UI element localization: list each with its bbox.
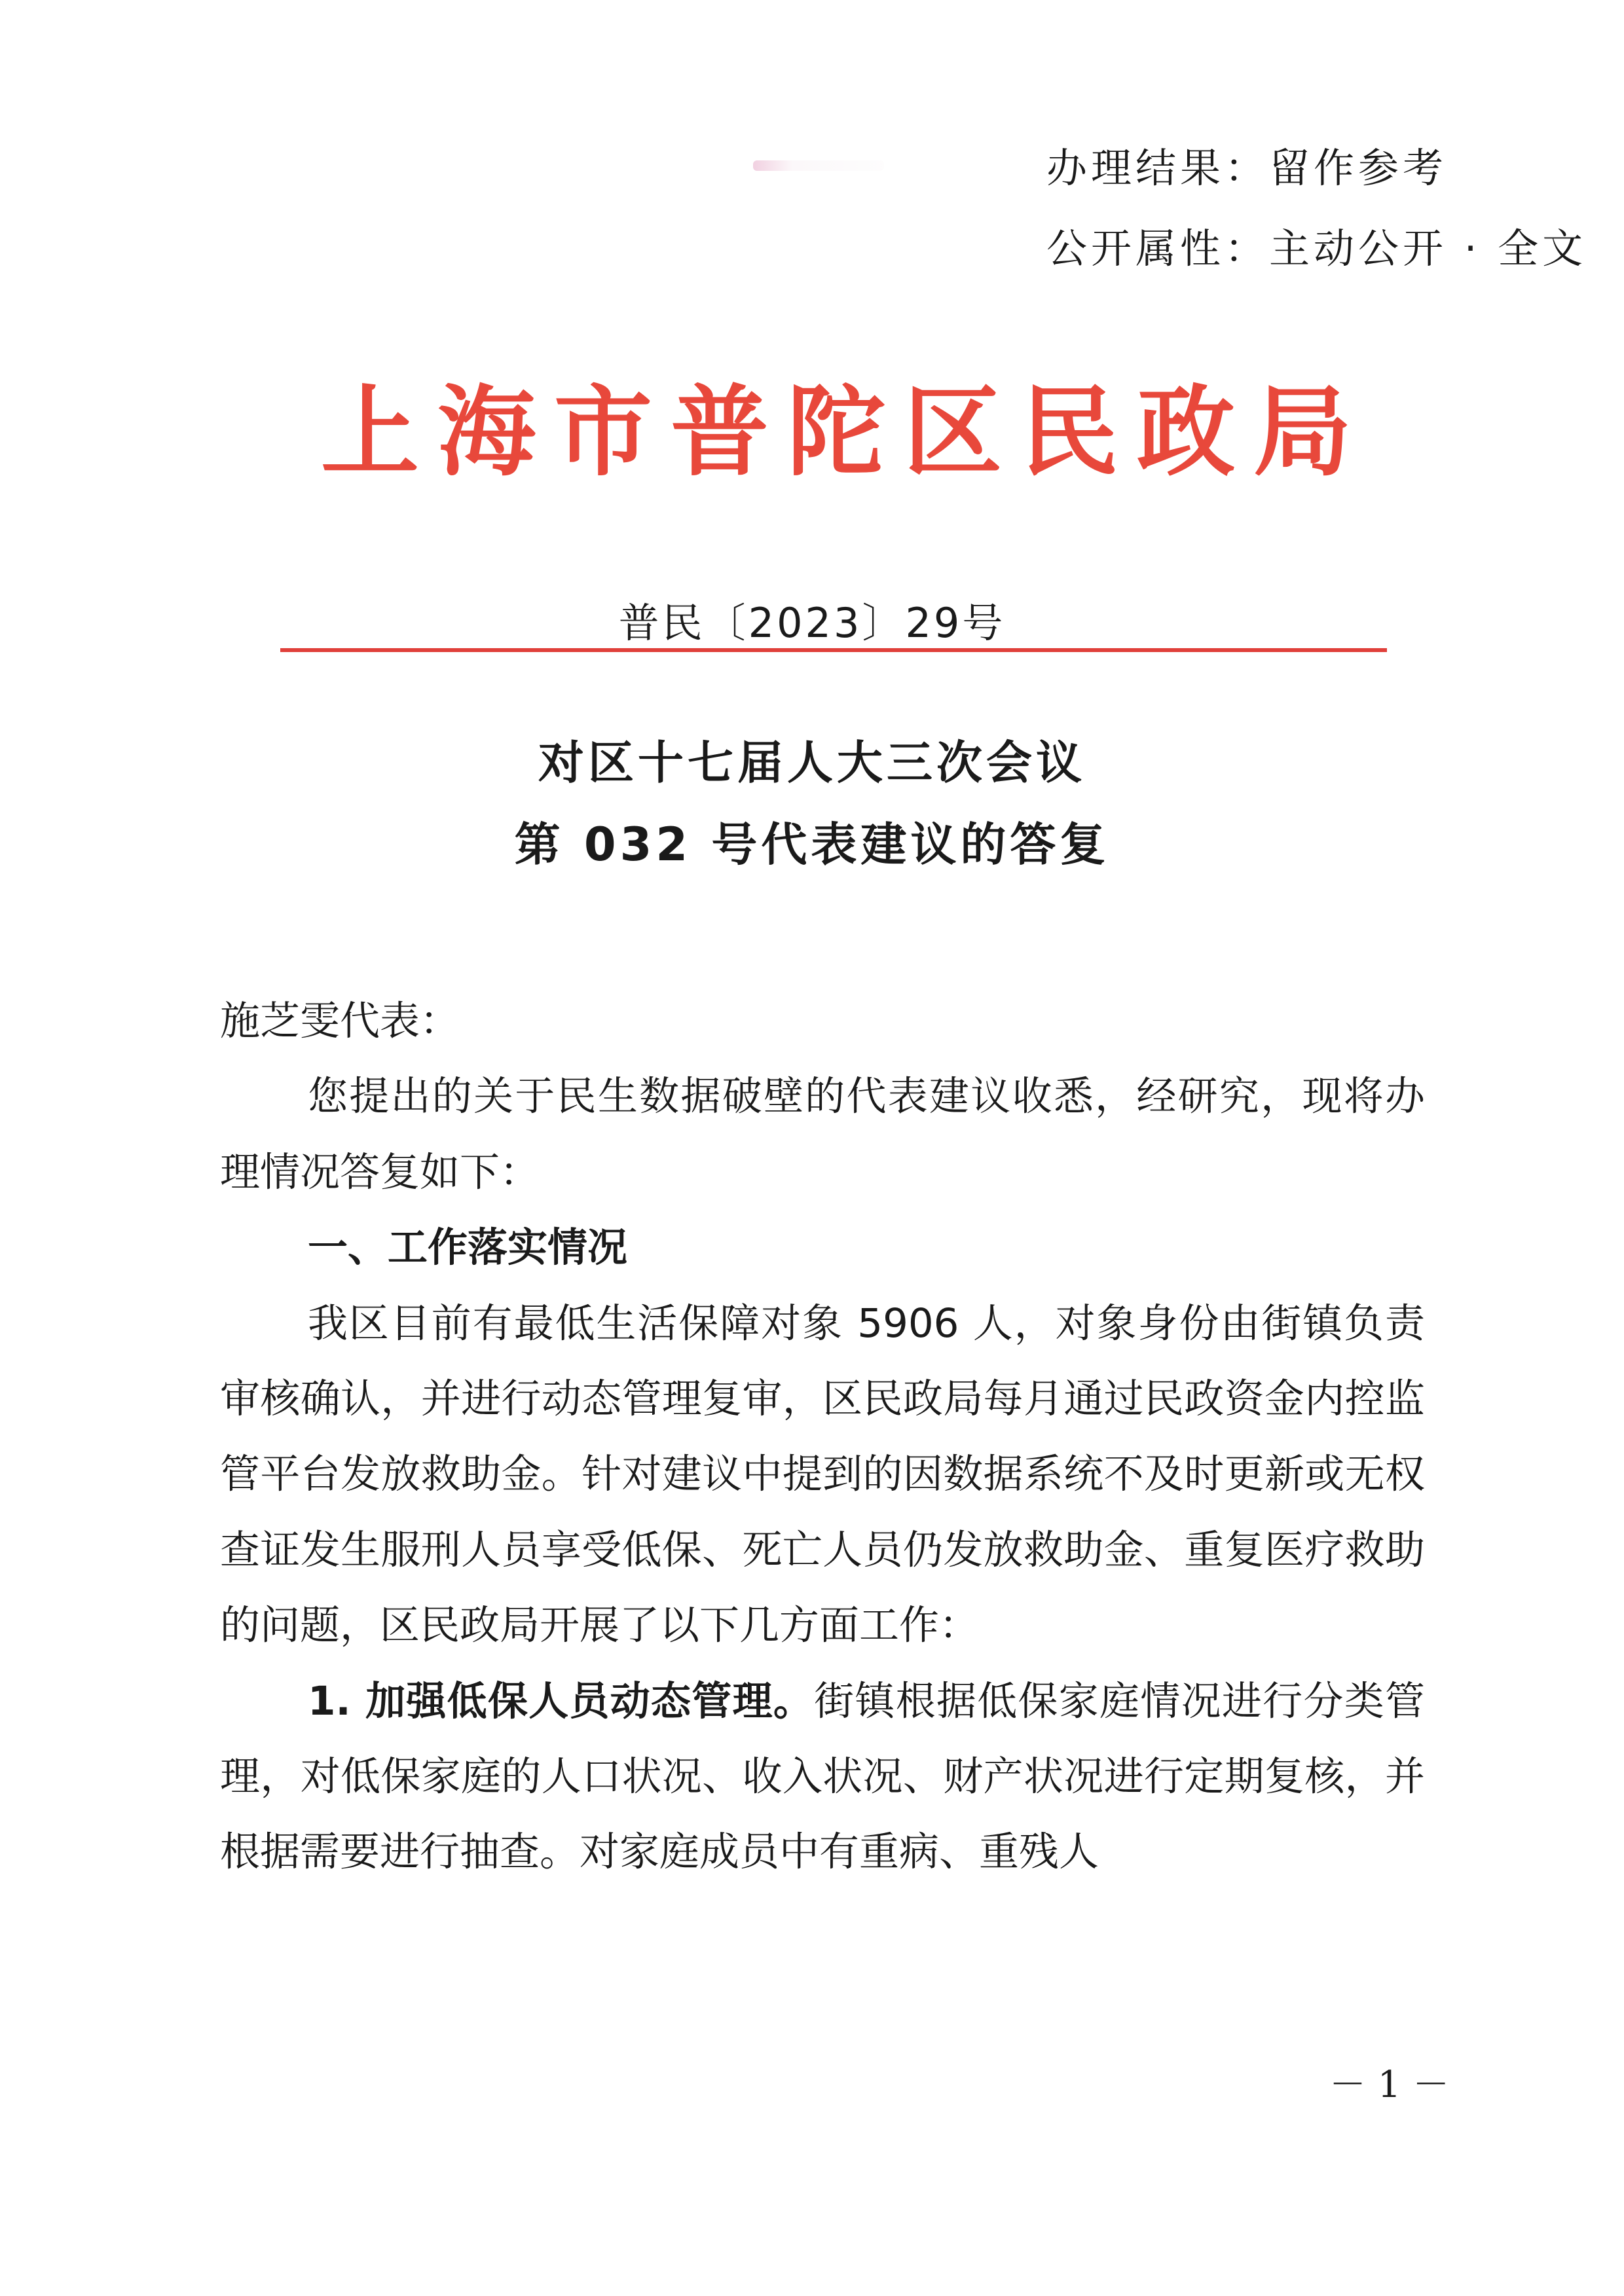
document-number: 普民〔2023〕29号 (618, 599, 1006, 647)
item-lead: 1. 加强低保人员动态管理。 (308, 1677, 815, 1724)
section-heading: 一、工作落实情况 (308, 1224, 628, 1271)
document-title-line-1: 对区十七届人大三次会议 (538, 736, 1086, 790)
scan-artifact (753, 160, 884, 171)
page-number: － 1 － (1329, 2064, 1450, 2106)
organization-title: 上海市普陀区民政局 (321, 374, 1371, 490)
intro-paragraph: 您提出的关于民生数据破壁的代表建议收悉，经研究，现将办理情况答复如下： (220, 1073, 1425, 1195)
red-divider (280, 648, 1387, 652)
disclosure-value: 主动公开 · 全文 (1269, 225, 1587, 272)
document-body (220, 983, 1425, 1890)
salutation: 施芝雯代表： (220, 998, 460, 1044)
disclosure-label: 公开属性： (1046, 225, 1270, 272)
item-paragraph (220, 1664, 1425, 1890)
section-paragraph: 我区目前有最低生活保障对象 5906 人，对象身份由街镇负责审核确认，并进行动态管理复审，区民政局每月通过民政资金内控监管平台发放救助金。针对建议中提到的因数据系统不及时更新或无权查证发生服刑人员享受低保、死亡人员仍发放救助金、重复医疗救助的问题，区民政局开展了以下几方面工作： (220, 1300, 1425, 1649)
handling-result-value: 留作参考 (1269, 144, 1448, 192)
disclosure-attribute (1046, 226, 1587, 272)
handling-result (1046, 145, 1447, 191)
item-text: 街镇根据低保家庭情况进行分类管理，对低保家庭的人口状况、收入状况、财产状况进行定期复核，并根据需要进行抽查。对家庭成员中有重病、重残人 (220, 1677, 1425, 1876)
document-title-line-2: 第 032 号代表建议的答复 (514, 818, 1110, 871)
handling-result-label: 办理结果： (1046, 144, 1270, 192)
